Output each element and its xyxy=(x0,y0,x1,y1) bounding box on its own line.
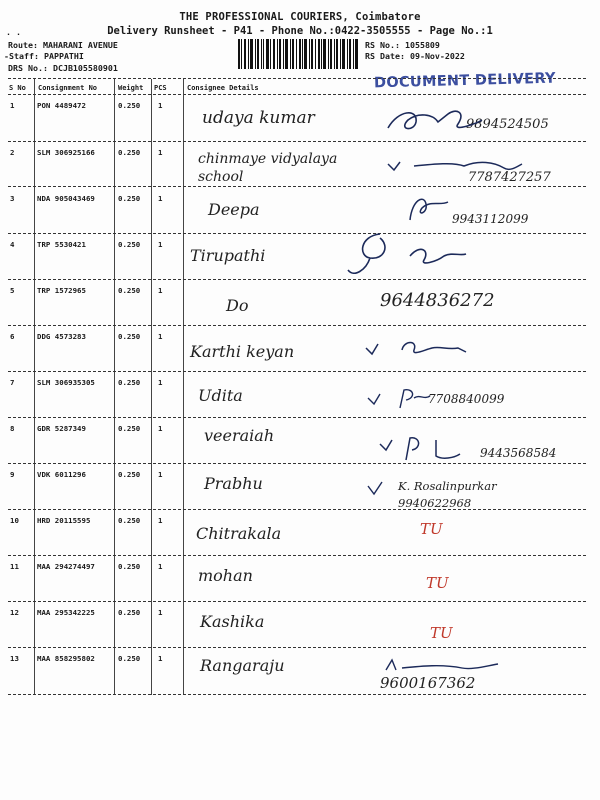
drs-number: DRS No.: DCJB105580901 xyxy=(8,63,118,73)
row-consignee: chinmaye vidyalaya school xyxy=(198,151,338,185)
row-pcs: 1 xyxy=(158,101,163,110)
row-consignment: VDK 6011296 xyxy=(37,470,86,479)
row-sno: 8 xyxy=(10,424,15,433)
row-pcs: 1 xyxy=(158,608,163,617)
row-pcs: 1 xyxy=(158,470,163,479)
row-remark: 9443568584 xyxy=(480,446,557,460)
row-remark: 7787427257 xyxy=(468,170,551,185)
row-consignment: NDA 905043469 xyxy=(37,194,95,203)
row-consignment: TRP 1572965 xyxy=(37,286,86,295)
row-sno: 3 xyxy=(10,194,15,203)
col-header-sno: S No xyxy=(9,84,26,92)
col-rule-4 xyxy=(183,79,184,695)
col-header-weight: Weight xyxy=(118,84,144,92)
row-weight: 0.250 xyxy=(118,516,141,525)
row-consignee: udaya kumar xyxy=(202,108,315,128)
row-weight: 0.250 xyxy=(118,332,141,341)
row-consignment: MAA 858295802 xyxy=(37,654,95,663)
row-rule xyxy=(8,325,586,326)
row-weight: 0.250 xyxy=(118,608,141,617)
row-consignment: PON 4489472 xyxy=(37,101,86,110)
row-remark: TU xyxy=(420,520,443,538)
row-rule xyxy=(8,417,586,418)
row-pcs: 1 xyxy=(158,332,163,341)
row-sno: 2 xyxy=(10,148,15,157)
signature xyxy=(340,226,470,282)
row-pcs: 1 xyxy=(158,562,163,571)
row-rule xyxy=(8,279,586,280)
row-remark: 9894524505 xyxy=(466,117,549,132)
row-consignment: HRD 20115595 xyxy=(37,516,91,525)
row-pcs: 1 xyxy=(158,378,163,387)
row-weight: 0.250 xyxy=(118,148,141,157)
row-sno: 13 xyxy=(10,654,19,663)
row-consignment: MAA 294274497 xyxy=(37,562,95,571)
runsheet-subtitle: Delivery Runsheet - P41 - Phone No.:0422-3505555 - Page No.:1 xyxy=(107,25,493,37)
row-consignee: Kashika xyxy=(200,612,265,631)
row-sno: 1 xyxy=(10,101,15,110)
header-bottom-rule xyxy=(8,94,586,95)
row-rule xyxy=(8,371,586,372)
row-consignee: veeraiah xyxy=(204,426,275,445)
row-weight: 0.250 xyxy=(118,470,141,479)
row-pcs: 1 xyxy=(158,240,163,249)
route-label: Route: MAHARANI AVENUE xyxy=(8,40,118,50)
signature xyxy=(376,430,476,464)
row-sno: 12 xyxy=(10,608,19,617)
row-pcs: 1 xyxy=(158,286,163,295)
row-rule xyxy=(8,647,586,648)
row-weight: 0.250 xyxy=(118,654,141,663)
row-weight: 0.250 xyxy=(118,562,141,571)
row-pcs: 1 xyxy=(158,424,163,433)
row-sno: 5 xyxy=(10,286,15,295)
row-weight: 0.250 xyxy=(118,286,141,295)
row-remark: TU xyxy=(430,624,453,642)
col-rule-2 xyxy=(114,79,115,695)
row-consignee: mohan xyxy=(198,566,253,585)
row-rule xyxy=(8,233,586,234)
row-consignee: Udita xyxy=(198,386,243,405)
row-sno: 6 xyxy=(10,332,15,341)
row-weight: 0.250 xyxy=(118,194,141,203)
row-rule xyxy=(8,141,586,142)
col-header-pcs: PCS xyxy=(154,84,167,92)
row-rule xyxy=(8,601,586,602)
row-remark: TU xyxy=(426,574,449,592)
row-consignee: Do xyxy=(226,296,249,315)
row-consignment: SLM 306925166 xyxy=(37,148,95,157)
row-weight: 0.250 xyxy=(118,240,141,249)
col-header-consignee: Consignee Details xyxy=(187,84,259,92)
row-pcs: 1 xyxy=(158,148,163,157)
signature xyxy=(362,336,482,362)
signature xyxy=(364,382,434,412)
row-sno: 11 xyxy=(10,562,19,571)
row-consignee: Rangaraju xyxy=(200,656,285,675)
col-rule-3 xyxy=(151,79,152,695)
row-pcs: 1 xyxy=(158,516,163,525)
row-consignee: Karthi keyan xyxy=(190,342,295,361)
row-rule xyxy=(8,186,586,187)
row-rule xyxy=(8,555,586,556)
row-consignment: SLM 306935305 xyxy=(37,378,95,387)
signature xyxy=(384,150,524,180)
row-sno: 9 xyxy=(10,470,15,479)
row-remark: 9943112099 xyxy=(452,212,529,226)
row-remark: 7708840099 xyxy=(428,392,505,406)
rs-date: RS Date: 09-Nov-2022 xyxy=(365,51,465,61)
header-top-rule xyxy=(8,78,586,79)
company-title: THE PROFESSIONAL COURIERS, Coimbatore xyxy=(179,11,421,23)
col-rule-1 xyxy=(34,79,35,695)
row-consignment: GDR 5287349 xyxy=(37,424,86,433)
row-remark: 9644836272 xyxy=(380,290,495,311)
table-bottom-rule xyxy=(8,694,586,695)
row-consignment: DDG 4573283 xyxy=(37,332,86,341)
row-weight: 0.250 xyxy=(118,378,141,387)
rs-number: RS No.: 1055809 xyxy=(365,40,440,50)
signature xyxy=(382,656,502,676)
document-delivery-stamp: DOCUMENT DELIVERY xyxy=(373,70,557,92)
row-weight: 0.250 xyxy=(118,424,141,433)
row-consignee: Deepa xyxy=(208,200,260,219)
row-rule xyxy=(8,463,586,464)
row-consignee: Tirupathi xyxy=(190,246,266,265)
row-consignee: Chitrakala xyxy=(196,524,282,543)
row-sno: 10 xyxy=(10,516,19,525)
row-sno: 7 xyxy=(10,378,15,387)
row-remark: 9600167362 xyxy=(380,674,476,692)
row-pcs: 1 xyxy=(158,654,163,663)
staff-label: -Staff: PAPPATHI xyxy=(4,51,84,61)
row-consignee: Prabhu xyxy=(204,474,263,493)
row-remark: K. Rosalinpurkar 9940622968 xyxy=(398,479,497,510)
row-sno: 4 xyxy=(10,240,15,249)
row-consignment: TRP 5530421 xyxy=(37,240,86,249)
signature xyxy=(378,100,488,140)
signature xyxy=(364,476,394,500)
row-consignment: MAA 295342225 xyxy=(37,608,95,617)
signature xyxy=(404,190,454,226)
row-pcs: 1 xyxy=(158,194,163,203)
row-weight: 0.250 xyxy=(118,101,141,110)
col-header-consignment: Consignment No xyxy=(38,84,98,92)
barcode xyxy=(238,39,358,69)
corner-dots: · · xyxy=(6,29,21,39)
